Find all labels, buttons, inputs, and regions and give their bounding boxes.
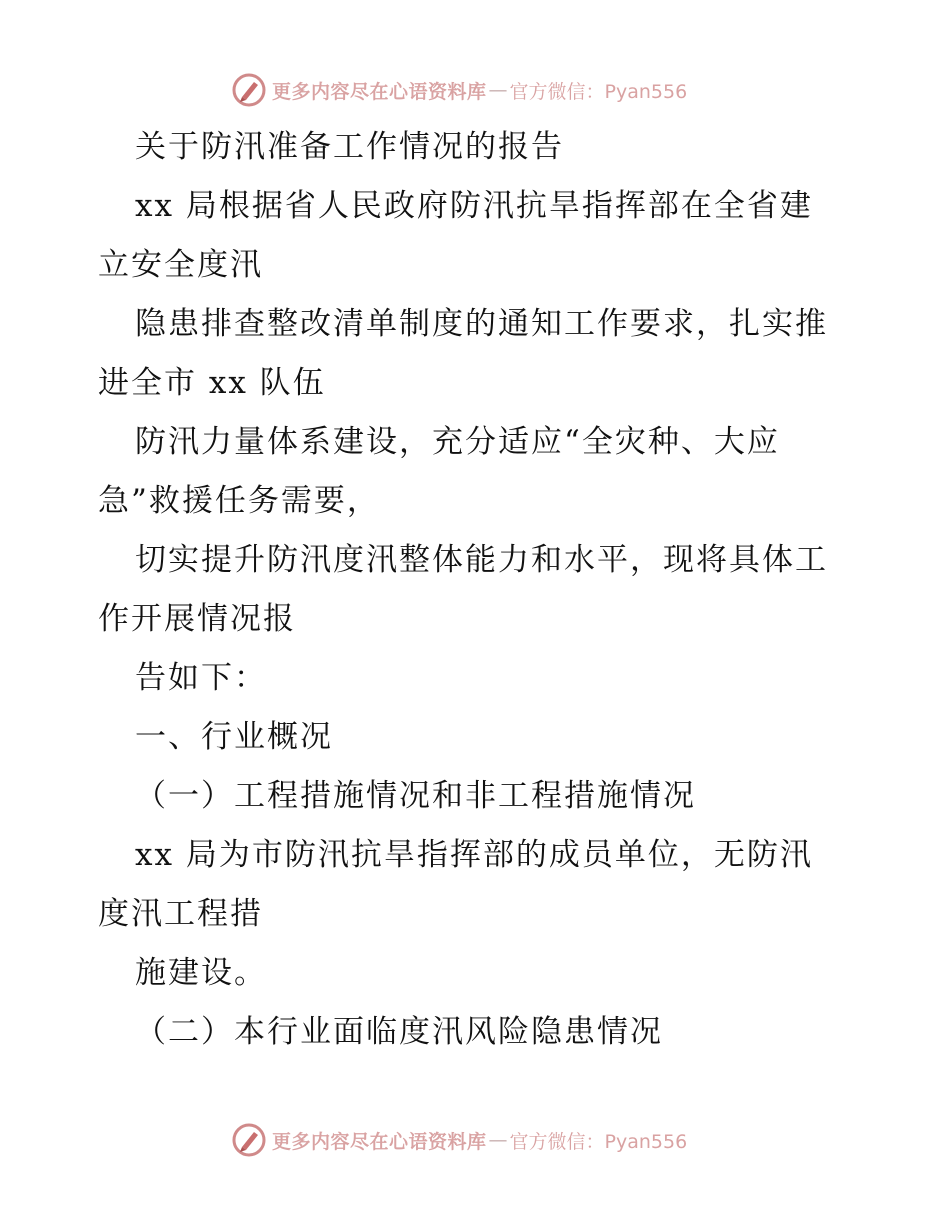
subsection-heading: （一）工程措施情况和非工程措施情况 [135,778,696,814]
document-body [98,118,858,1062]
watermark-text: 更多内容尽在心语资料库 [272,1130,487,1153]
paragraph-line: 施建设。 [135,955,267,991]
subsection-heading: （二）本行业面临度汛风险隐患情况 [135,1014,663,1050]
paragraph-line: 度汛工程措 [98,896,263,932]
watermark-banner-bottom [232,1122,687,1158]
document-title: 关于防汛准备工作情况的报告 [135,129,564,165]
watermark-account: 官方微信：Pyan556 [509,1130,688,1153]
paragraph-line: 防汛力量体系建设，充分适应“全灾种、大应 [135,424,780,460]
paragraph-line: 进全市 xx 队伍 [98,365,326,401]
paragraph-line: 急”救援任务需要， [98,483,380,519]
watermark-account: 官方微信：Pyan556 [509,80,688,103]
watermark-separator: — [488,1129,508,1151]
watermark-banner-top [232,72,687,108]
paragraph-line: 作开展情况报 [98,601,296,637]
pen-seal-icon [232,1123,266,1157]
watermark-text: 更多内容尽在心语资料库 [272,80,487,103]
paragraph-line: 立安全度汛 [98,247,263,283]
paragraph-line: xx 局根据省人民政府防汛抗旱指挥部在全省建 [135,188,813,224]
section-heading: 一、行业概况 [135,719,333,755]
pen-seal-icon [232,73,266,107]
paragraph-line: 隐患排查整改清单制度的通知工作要求，扎实推 [135,306,828,342]
paragraph-line: 告如下： [135,660,267,696]
paragraph-line: xx 局为市防汛抗旱指挥部的成员单位，无防汛 [135,837,813,873]
watermark-separator: — [488,79,508,101]
paragraph-line: 切实提升防汛度汛整体能力和水平，现将具体工 [135,542,828,578]
